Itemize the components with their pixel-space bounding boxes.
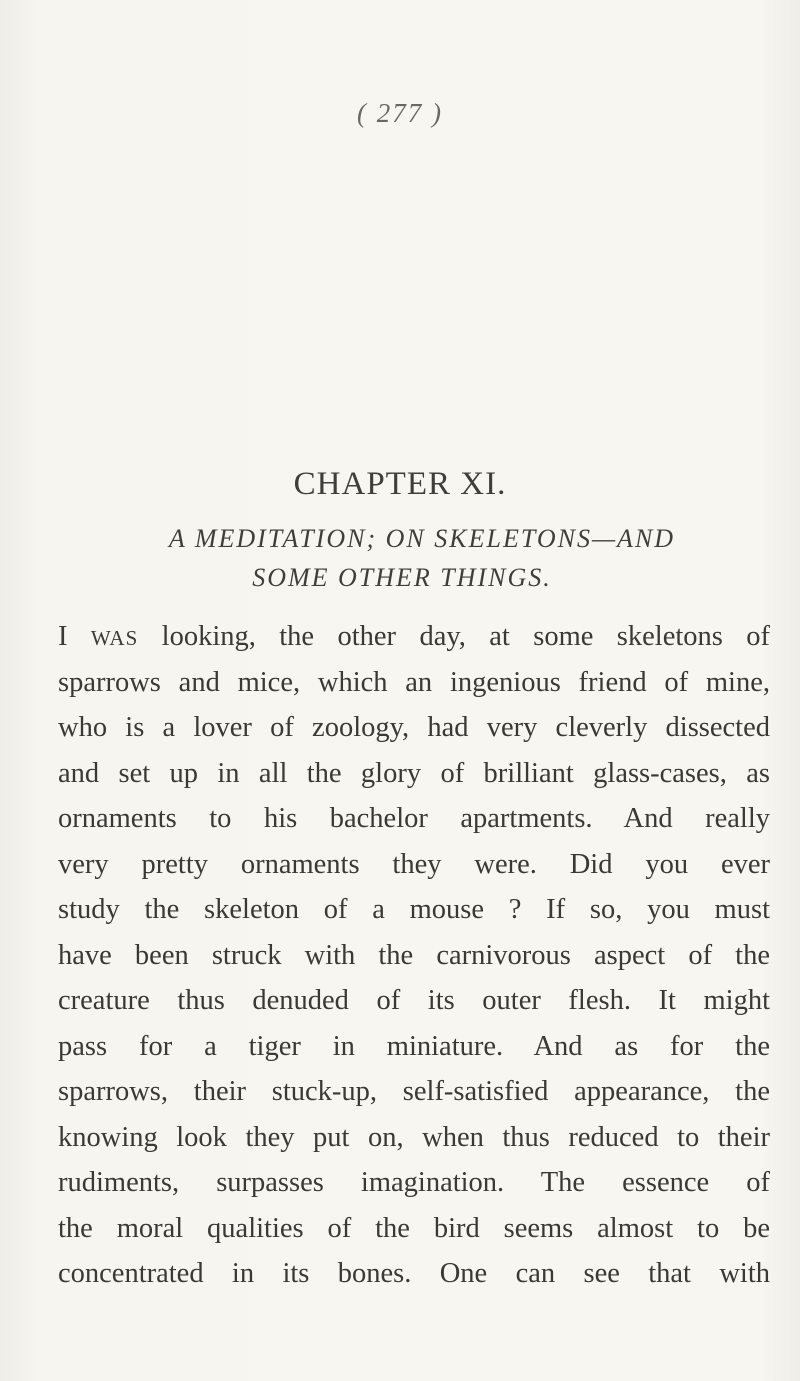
body-line: the moral qualities of the bird seems almost to be: [58, 1212, 770, 1244]
first-word-smallcaps: WAS: [90, 626, 139, 650]
body-line: knowing look they put on, when thus reduced to their: [58, 1121, 770, 1153]
body-line: who is a lover of zoology, had very cleverly dissected: [58, 712, 770, 743]
chapter-title-line-2: SOME OTHER THINGS.: [252, 563, 552, 592]
chapter-title-line-1: A MEDITATION; ON SKELETONS—AND: [168, 524, 676, 553]
body-line: and set up in all the glory of brilliant glass-cases, as: [58, 757, 770, 789]
first-word-initial: I: [58, 621, 68, 652]
body-line: ornaments to his bachelor apartments. And really: [58, 803, 770, 834]
body-line: creature thus denuded of its outer flesh. It might: [58, 985, 770, 1016]
body-line: pass for a tiger in miniature. And as for the: [58, 1030, 770, 1062]
first-line-text: looking, the other day, at some skeletons of: [161, 621, 770, 652]
body-line: rudiments, surpasses imagination. The essence of: [58, 1167, 770, 1198]
body-line: sparrows and mice, which an ingenious friend of mine,: [58, 666, 770, 698]
chapter-heading: CHAPTER XI.: [293, 466, 507, 502]
body-line: study the skeleton of a mouse ? If so, you must: [58, 894, 770, 925]
body-line: have been struck with the carnivorous aspect of the: [58, 939, 770, 971]
body-line-1: [58, 614, 770, 660]
body-line: concentrated in its bones. One can see that with: [58, 1258, 770, 1289]
body-line: sparrows, their stuck-up, self-satisfied appearance, the: [58, 1076, 770, 1107]
page-number: ( 277 ): [357, 98, 443, 128]
body-line: very pretty ornaments they were. Did you ever: [58, 848, 770, 880]
body-text: [58, 614, 770, 1297]
